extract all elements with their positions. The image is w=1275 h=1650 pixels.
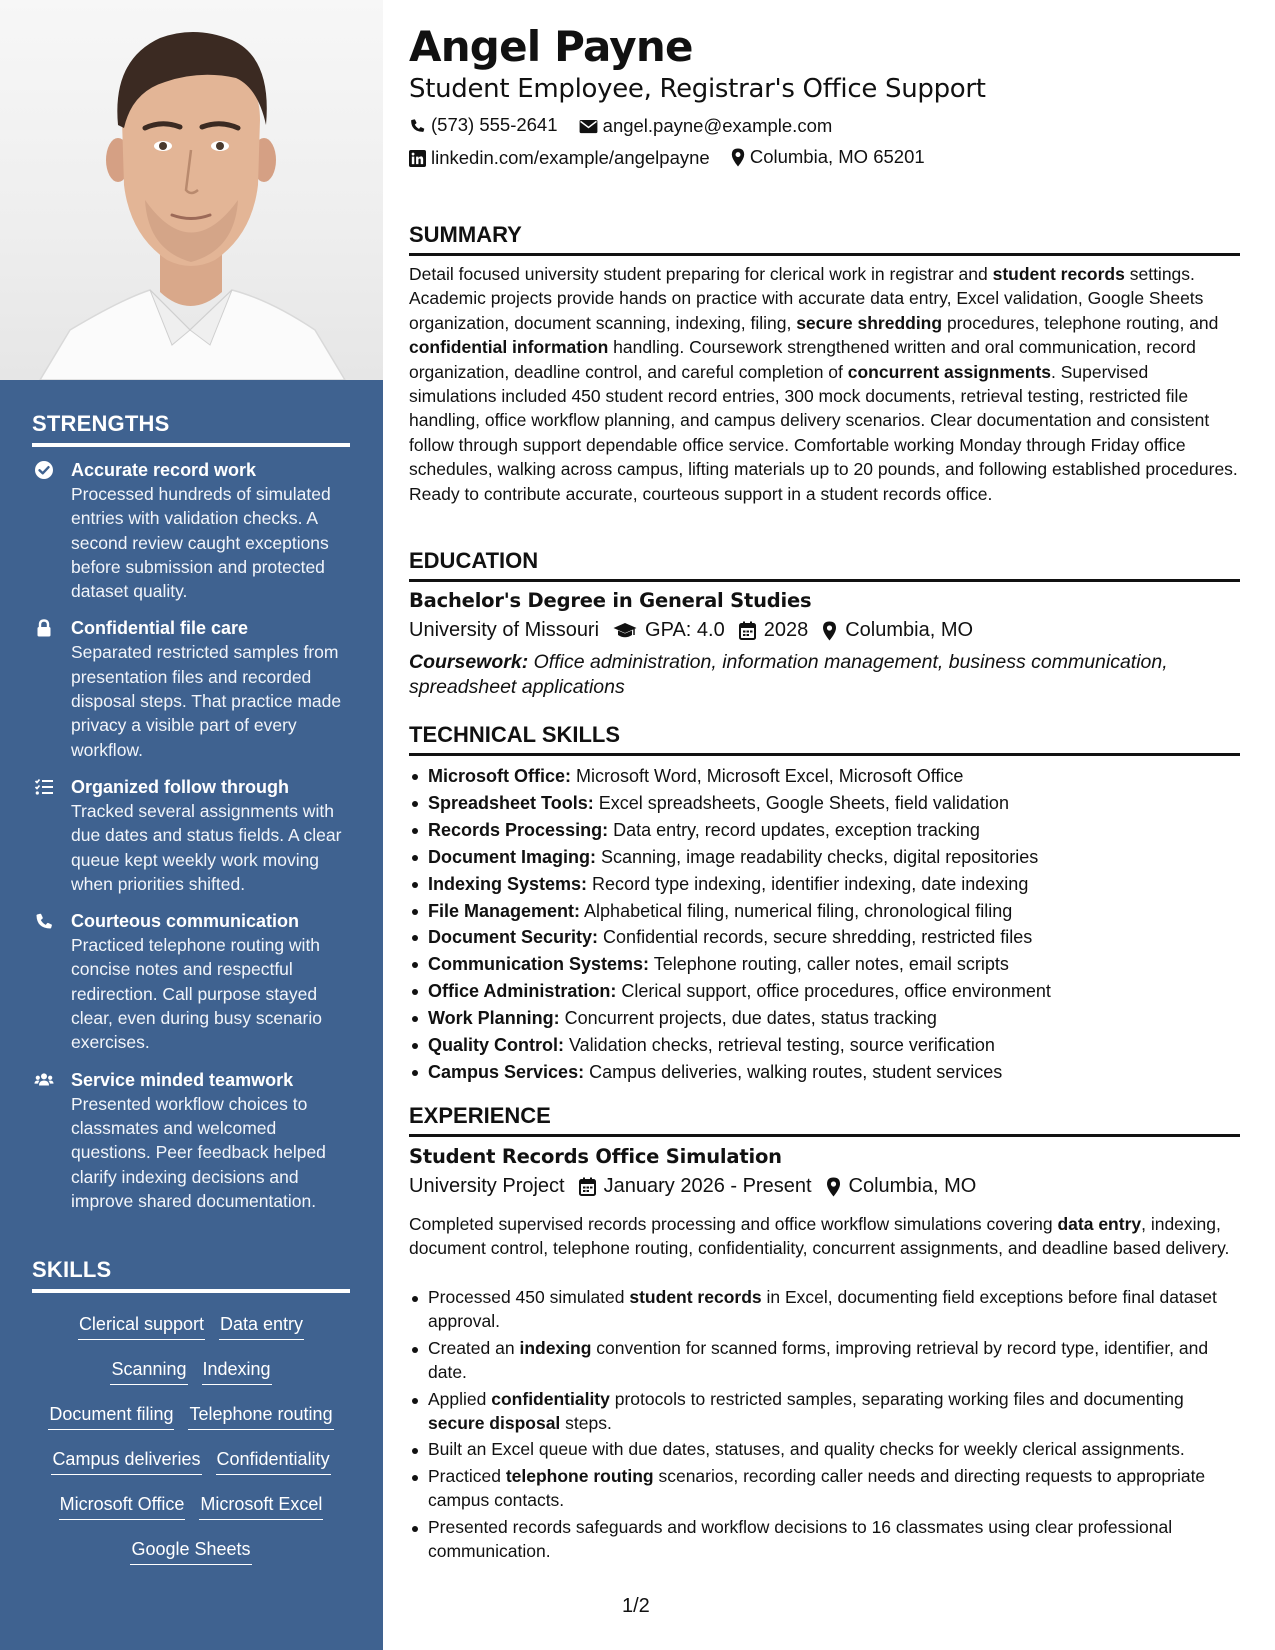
strength-item (32, 458, 352, 603)
checklist-icon (34, 777, 54, 797)
calendar-icon (739, 621, 756, 640)
candidate-role: Student Employee, Registrar's Office Support (409, 74, 986, 104)
technical-skill-item (409, 871, 1239, 898)
year-text: 2028 (763, 619, 809, 641)
skill-category: Records Processing: (428, 819, 609, 840)
text-run: Built an Excel queue with due dates, statuses, and quality checks for weekly clerical assignments. (428, 1439, 1185, 1460)
skill-tag: Confidentiality (216, 1447, 331, 1475)
strength-title: Accurate record work (71, 460, 257, 480)
skill-category: File Management: (428, 900, 581, 921)
contact-row (409, 114, 848, 139)
experience-bullet (409, 1387, 1239, 1436)
technical-skill-item (409, 898, 1239, 925)
text-run: Detail focused university student preparing for clerical work in registrar and (409, 264, 993, 284)
skill-category: Quality Control: (428, 1035, 564, 1056)
phone-text: (573) 555-2641 (431, 114, 558, 135)
calendar-icon (579, 1177, 596, 1196)
text-run: Presented records safeguards and workflow decisions to 16 classmates using clear professional communication. (428, 1516, 1173, 1562)
technical-skill-item (409, 790, 1239, 817)
envelope-icon (579, 119, 598, 134)
emphasis-text: secure disposal (428, 1413, 561, 1434)
skill-category: Spreadsheet Tools: (428, 792, 594, 813)
skill-tag: Microsoft Office (59, 1492, 186, 1520)
technical-skill-item (409, 924, 1239, 951)
text-run: Created an (428, 1337, 520, 1358)
summary-text (409, 262, 1239, 506)
summary-heading: SUMMARY (409, 222, 1240, 256)
text-run: procedures, telephone routing, and (942, 312, 1219, 333)
emphasis-text: student records (992, 264, 1125, 284)
experience-title: Student Records Office Simulation (409, 1145, 782, 1168)
skill-tag: Data entry (219, 1312, 304, 1340)
strength-text: Presented workflow choices to classmates and welcomed questions. Peer feedback helped clarify indexing decisions and improve shared documentation. (71, 1093, 326, 1211)
skill-category: Indexing Systems: (428, 873, 588, 894)
skill-values: Concurrent projects, due dates, status tracking (559, 1008, 937, 1029)
candidate-name: Angel Payne (409, 22, 693, 71)
technical-skill-item (409, 817, 1239, 844)
text-run: Applied (428, 1388, 492, 1409)
skills-cloud (32, 1302, 350, 1572)
skill-category: Office Administration: (428, 981, 617, 1002)
text-run: Completed supervised records processing and office workflow simulations covering (409, 1214, 1058, 1234)
strength-item (32, 616, 352, 761)
experience-heading: EXPERIENCE (409, 1103, 1240, 1137)
text-run: scenarios, recording caller needs and directing requests to appropriate campus contacts. (428, 1465, 1206, 1511)
strength-item (32, 1068, 352, 1213)
experience-bullet (409, 1464, 1239, 1513)
skills-heading: SKILLS (32, 1257, 350, 1293)
technical-skill-item (409, 1059, 1239, 1086)
gpa-text: GPA: 4.0 (645, 619, 725, 641)
coursework-label: Coursework: (409, 651, 529, 673)
strength-text: Practiced telephone routing with concise notes and respectful redirection. Call purpose stayed clear, even during busy scenario exercises. (71, 935, 322, 1053)
experience-bullet (409, 1336, 1239, 1385)
text-run: . Supervised simulations included 450 student record entries, 300 mock documents, retrieval testing, restricted file handling, office workflow planning, and campus delivery scenarios. Clear documentation and consistent follow through support dependable office service. Comfortable working Monday through Friday office schedules, walking across campus, lifting materials up to 20 pounds, and following established procedures. Ready to contribute accurate, courteous support in a student records office. (409, 361, 1238, 504)
technical-skills-heading: TECHNICAL SKILLS (409, 722, 1240, 756)
skill-category: Work Planning: (428, 1008, 560, 1029)
skill-category: Communication Systems: (428, 954, 650, 975)
technical-skill-item (409, 1005, 1239, 1032)
linkedin-text: linkedin.com/example/angelpayne (431, 147, 710, 168)
skill-values: Confidential records, secure shredding, restricted files (598, 927, 1033, 948)
emphasis-text: confidentiality (491, 1388, 610, 1409)
strength-title: Organized follow through (71, 776, 289, 797)
email-text: angel.payne@example.com (602, 115, 833, 136)
skill-tag: Microsoft Excel (199, 1492, 323, 1520)
strengths-heading: STRENGTHS (32, 411, 350, 447)
education-heading: EDUCATION (409, 548, 1240, 582)
skill-tag: Clerical support (78, 1312, 205, 1340)
year-item (739, 619, 809, 642)
text-run: settings. Academic projects provide hands on practice with accurate data entry, Excel validation, Google Sheets organization, document scanning, indexing, filing, (409, 264, 1204, 333)
skill-values: Validation checks, retrieval testing, source verification (564, 1035, 995, 1056)
users-icon (34, 1070, 54, 1090)
dates-text: January 2026 - Present (603, 1175, 812, 1197)
strength-text: Tracked several assignments with due dates and status fields. A clear queue kept weekly work moving when priorities shifted. (71, 800, 342, 894)
skill-values: Excel spreadsheets, Google Sheets, field validation (593, 792, 1009, 813)
skill-tag: Indexing (202, 1357, 272, 1385)
skill-values: Alphabetical filing, numerical filing, chronological filing (580, 900, 1013, 921)
emphasis-text: concurrent assignments (847, 361, 1051, 382)
skill-tag: Campus deliveries (51, 1447, 201, 1475)
coursework (409, 650, 1239, 699)
strength-title: Service minded teamwork (71, 1069, 294, 1090)
skill-tag: Document filing (48, 1402, 174, 1430)
graduation-cap-icon (613, 622, 637, 640)
emphasis-text: telephone routing (505, 1465, 654, 1486)
skill-values: Microsoft Word, Microsoft Excel, Microsoft Office (571, 766, 964, 786)
skill-category: Document Security: (428, 927, 599, 948)
map-pin-icon (822, 621, 837, 641)
text-run: steps. (560, 1413, 612, 1434)
technical-skills-list (409, 763, 1239, 1086)
strength-title: Courteous communication (71, 911, 300, 932)
location-text: Columbia, MO 65201 (749, 146, 925, 167)
text-run: in Excel, documenting field exceptions before final dataset approval. (428, 1287, 1217, 1332)
strength-title: Confidential file care (71, 618, 249, 639)
skill-values: Campus deliveries, walking routes, student services (584, 1061, 1003, 1082)
strength-text: Processed hundreds of simulated entries with validation checks. A second review caught exceptions before submission and protected dataset quality. (71, 484, 331, 602)
dates-item (579, 1175, 812, 1198)
strengths-list (32, 458, 352, 1226)
lock-icon (34, 618, 54, 638)
phone-contact[interactable] (409, 114, 558, 136)
technical-skill-item (409, 978, 1239, 1005)
skill-values: Data entry, record updates, exception tracking (608, 819, 980, 840)
skill-category: Campus Services: (428, 1061, 585, 1082)
emphasis-text: confidential information (409, 337, 609, 358)
phone-icon (34, 911, 54, 931)
skill-tag: Google Sheets (130, 1537, 251, 1565)
linkedin-icon (409, 150, 426, 167)
skill-category: Microsoft Office: (428, 766, 572, 786)
skill-tag: Scanning (110, 1357, 187, 1385)
text-run: handling. Coursework strengthened written and oral communication, record organization, deadline control, and careful completion of (409, 337, 1196, 382)
skill-values: Scanning, image readability checks, digital repositories (596, 846, 1039, 867)
map-pin-icon (826, 1177, 841, 1197)
sidebar (0, 0, 383, 1650)
skill-category: Document Imaging: (428, 846, 597, 867)
skill-values: Clerical support, office procedures, office environment (616, 981, 1051, 1002)
technical-skill-item (409, 844, 1239, 871)
skill-values: Record type indexing, identifier indexing, date indexing (587, 873, 1029, 894)
emphasis-text: student records (629, 1287, 762, 1307)
technical-skill-item (409, 763, 1239, 790)
strength-item (32, 909, 352, 1054)
check-circle-icon (34, 460, 54, 480)
contact-row (409, 146, 941, 172)
strength-item (32, 775, 352, 896)
profile-photo (0, 0, 383, 380)
text-run: convention for scanned forms, improving retrieval by record type, identifier, and date. (428, 1337, 1209, 1383)
school-name: University of Missouri (409, 619, 600, 641)
location-contact (731, 146, 925, 168)
org-name: University Project (409, 1175, 565, 1197)
emphasis-text: indexing (519, 1337, 592, 1358)
skill-values: Telephone routing, caller notes, email scripts (649, 954, 1009, 975)
education-meta (409, 619, 987, 642)
strength-text: Separated restricted samples from presentation files and recorded disposal steps. That practice made privacy a visible part of every workflow. (71, 642, 342, 760)
experience-bullet (409, 1515, 1239, 1564)
text-run: protocols to restricted samples, separating working files and documenting (609, 1388, 1184, 1409)
skill-tag: Telephone routing (188, 1402, 333, 1430)
experience-bullets (409, 1285, 1239, 1565)
experience-intro (409, 1212, 1239, 1261)
text-run: Practiced (428, 1465, 506, 1486)
edu-location-item (822, 619, 973, 642)
exp-location-item (826, 1175, 977, 1198)
phone-icon (409, 117, 426, 134)
technical-skill-item (409, 1032, 1239, 1059)
email-contact[interactable] (579, 115, 833, 137)
text-run: , indexing, document control, telephone routing, confidentiality, concurrent assignments, and deadline based delivery. (409, 1214, 1230, 1259)
emphasis-text: secure shredding (796, 312, 943, 333)
coursework-text: Office administration, information management, business communication, spreadsheet applications (409, 651, 1168, 698)
page-number: 1/2 (622, 1595, 650, 1617)
experience-bullet (409, 1437, 1239, 1461)
experience-meta (409, 1175, 990, 1198)
emphasis-text: data entry (1057, 1214, 1142, 1234)
experience-bullet (409, 1285, 1239, 1334)
gpa-item (613, 619, 725, 642)
exp-location-text: Columbia, MO (848, 1175, 977, 1197)
degree-title: Bachelor's Degree in General Studies (409, 589, 812, 612)
edu-location-text: Columbia, MO (845, 619, 974, 641)
linkedin-contact[interactable] (409, 147, 710, 169)
text-run: Processed 450 simulated (428, 1287, 630, 1307)
map-pin-icon (731, 148, 745, 167)
technical-skill-item (409, 951, 1239, 978)
